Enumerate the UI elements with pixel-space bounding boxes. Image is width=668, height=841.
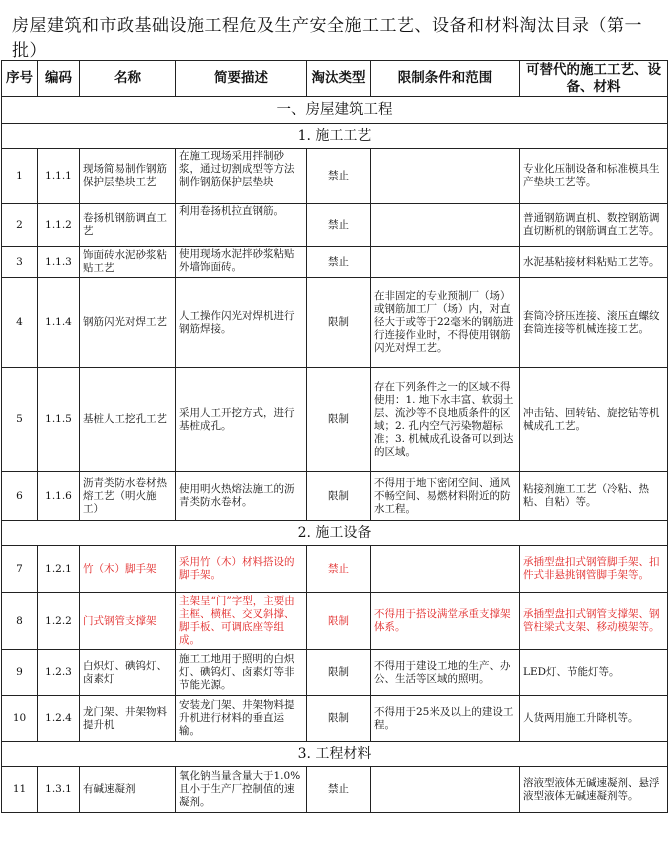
header-name: 名称 xyxy=(80,61,176,97)
row-code: 1.1.6 xyxy=(38,472,80,521)
row-code: 1.3.1 xyxy=(38,767,80,813)
row-limit: 不得用于25米及以上的建设工程。 xyxy=(371,696,520,742)
row-alt: 粘接剂施工工艺（冷粘、热粘、自粘）等。 xyxy=(520,472,668,521)
row-no: 10 xyxy=(2,696,38,742)
row-no: 7 xyxy=(2,546,38,593)
table-row xyxy=(2,204,668,247)
row-type: 禁止 xyxy=(307,149,371,204)
row-type: 禁止 xyxy=(307,767,371,813)
subsection-row xyxy=(2,742,668,767)
row-desc: 在施工现场采用拌制砂浆，通过切割成型等方法制作钢筋保护层垫块 xyxy=(176,149,307,204)
row-name: 现场简易制作钢筋保护层垫块工艺 xyxy=(80,149,176,204)
row-alt: 冲击钻、回转钻、旋挖钻等机械成孔工艺。 xyxy=(520,368,668,472)
row-name: 有碱速凝剂 xyxy=(80,767,176,813)
table-row xyxy=(2,696,668,742)
elimination-catalog-table xyxy=(1,60,668,813)
row-code: 1.2.2 xyxy=(38,593,80,650)
row-name: 龙门架、井架物料提升机 xyxy=(80,696,176,742)
row-no: 8 xyxy=(2,593,38,650)
row-name: 卷扬机钢筋调直工艺 xyxy=(80,204,176,247)
row-no: 6 xyxy=(2,472,38,521)
row-alt: 水泥基粘接材料粘贴工艺等。 xyxy=(520,247,668,278)
row-name: 竹（木）脚手架 xyxy=(80,546,176,593)
row-type: 限制 xyxy=(307,696,371,742)
row-desc: 利用卷扬机拉直钢筋。 xyxy=(176,204,307,247)
table-row xyxy=(2,546,668,593)
row-desc: 人工操作闪光对焊机进行钢筋焊接。 xyxy=(176,278,307,368)
row-code: 1.2.1 xyxy=(38,546,80,593)
row-alt: 人货两用施工升降机等。 xyxy=(520,696,668,742)
row-alt: 承插型盘扣式钢管脚手架、扣件式非悬挑钢管脚手架等。 xyxy=(520,546,668,593)
row-code: 1.1.2 xyxy=(38,204,80,247)
header-type: 淘汰类型 xyxy=(307,61,371,97)
table-row xyxy=(2,650,668,696)
subsection-title: 3. 工程材料 xyxy=(2,742,668,767)
document-title: 房屋建筑和市政基础设施工程危及生产安全施工工艺、设备和材料淘汰目录（第一批） xyxy=(12,16,642,61)
header-limit: 限制条件和范围 xyxy=(371,61,520,97)
row-type: 禁止 xyxy=(307,247,371,278)
table-row xyxy=(2,278,668,368)
row-no: 9 xyxy=(2,650,38,696)
row-type: 限制 xyxy=(307,278,371,368)
row-code: 1.2.3 xyxy=(38,650,80,696)
header-row xyxy=(2,61,668,97)
table-row xyxy=(2,247,668,278)
row-desc: 施工工地用于照明的白炽灯、碘钨灯、卤素灯等非节能光源。 xyxy=(176,650,307,696)
section-row xyxy=(2,97,668,124)
row-no: 5 xyxy=(2,368,38,472)
row-type: 禁止 xyxy=(307,546,371,593)
row-limit: 在非固定的专业预制厂（场）或钢筋加工厂（场）内，对直径大于或等于22毫米的钢筋进行连接作业时，不得使用钢筋闪光对焊工艺。 xyxy=(371,278,520,368)
header-alt: 可替代的施工工艺、设备、材料 xyxy=(520,61,668,97)
subsection-title: 1. 施工工艺 xyxy=(2,124,668,149)
header-desc: 简要描述 xyxy=(176,61,307,97)
row-desc: 采用竹（木）材料搭设的脚手架。 xyxy=(176,546,307,593)
row-limit xyxy=(371,149,520,204)
row-limit: 不得用于建设工地的生产、办公、生活等区域的照明。 xyxy=(371,650,520,696)
row-desc: 使用现场水泥拌砂浆粘贴外墙饰面砖。 xyxy=(176,247,307,278)
row-code: 1.1.3 xyxy=(38,247,80,278)
row-desc: 主架呈“门”字型，主要由主框、横框、交叉斜撑、脚手板、可调底座等组成。 xyxy=(176,593,307,650)
subsection-row xyxy=(2,124,668,149)
table-row xyxy=(2,368,668,472)
row-code: 1.1.1 xyxy=(38,149,80,204)
row-name: 钢筋闪光对焊工艺 xyxy=(80,278,176,368)
table-row xyxy=(2,472,668,521)
subsection-title: 2. 施工设备 xyxy=(2,521,668,546)
row-name: 基桩人工挖孔工艺 xyxy=(80,368,176,472)
row-desc: 采用人工开挖方式，进行基桩成孔。 xyxy=(176,368,307,472)
row-no: 3 xyxy=(2,247,38,278)
row-type: 禁止 xyxy=(307,204,371,247)
table-row xyxy=(2,767,668,813)
row-limit: 不得用于搭设满堂承重支撑架体系。 xyxy=(371,593,520,650)
row-alt: 承插型盘扣式钢管支撑架、钢管柱梁式支架、移动模架等。 xyxy=(520,593,668,650)
subsection-row xyxy=(2,521,668,546)
row-name: 饰面砖水泥砂浆粘贴工艺 xyxy=(80,247,176,278)
row-type: 限制 xyxy=(307,472,371,521)
row-alt: 溶液型液体无碱速凝剂、悬浮液型液体无碱速凝剂等。 xyxy=(520,767,668,813)
section-title: 一、房屋建筑工程 xyxy=(2,97,668,124)
row-no: 11 xyxy=(2,767,38,813)
table-row xyxy=(2,149,668,204)
row-type: 限制 xyxy=(307,593,371,650)
row-limit: 存在下列条件之一的区域不得使用：1. 地下水丰富、软弱土层、流沙等不良地质条件的区域；2. 孔内空气污染物超标准；3. 机械成孔设备可以到达的区域。 xyxy=(371,368,520,472)
row-alt: LED灯、节能灯等。 xyxy=(520,650,668,696)
header-no: 序号 xyxy=(2,61,38,97)
row-limit xyxy=(371,204,520,247)
row-limit xyxy=(371,247,520,278)
row-code: 1.1.4 xyxy=(38,278,80,368)
row-desc: 安装龙门架、井架物料提升机进行材料的垂直运输。 xyxy=(176,696,307,742)
table-row xyxy=(2,593,668,650)
row-type: 限制 xyxy=(307,650,371,696)
row-no: 4 xyxy=(2,278,38,368)
header-code: 编码 xyxy=(38,61,80,97)
row-no: 2 xyxy=(2,204,38,247)
row-desc: 使用明火热熔法施工的沥青类防水卷材。 xyxy=(176,472,307,521)
row-no: 1 xyxy=(2,149,38,204)
row-limit xyxy=(371,767,520,813)
row-alt: 套筒冷挤压连接、滚压直螺纹套筒连接等机械连接工艺。 xyxy=(520,278,668,368)
row-limit xyxy=(371,546,520,593)
row-limit: 不得用于地下密闭空间、通风不畅空间、易燃材料附近的防水工程。 xyxy=(371,472,520,521)
row-desc: 氧化钠当量含量大于1.0%且小于生产厂控制值的速凝剂。 xyxy=(176,767,307,813)
row-name: 门式钢管支撑架 xyxy=(80,593,176,650)
row-name: 沥青类防水卷材热熔工艺（明火施工） xyxy=(80,472,176,521)
row-type: 限制 xyxy=(307,368,371,472)
row-code: 1.2.4 xyxy=(38,696,80,742)
row-name: 白炽灯、碘钨灯、卤素灯 xyxy=(80,650,176,696)
row-code: 1.1.5 xyxy=(38,368,80,472)
row-alt: 普通钢筋调直机、数控钢筋调直切断机的钢筋调直工艺等。 xyxy=(520,204,668,247)
row-alt: 专业化压制设备和标准模具生产垫块工艺等。 xyxy=(520,149,668,204)
